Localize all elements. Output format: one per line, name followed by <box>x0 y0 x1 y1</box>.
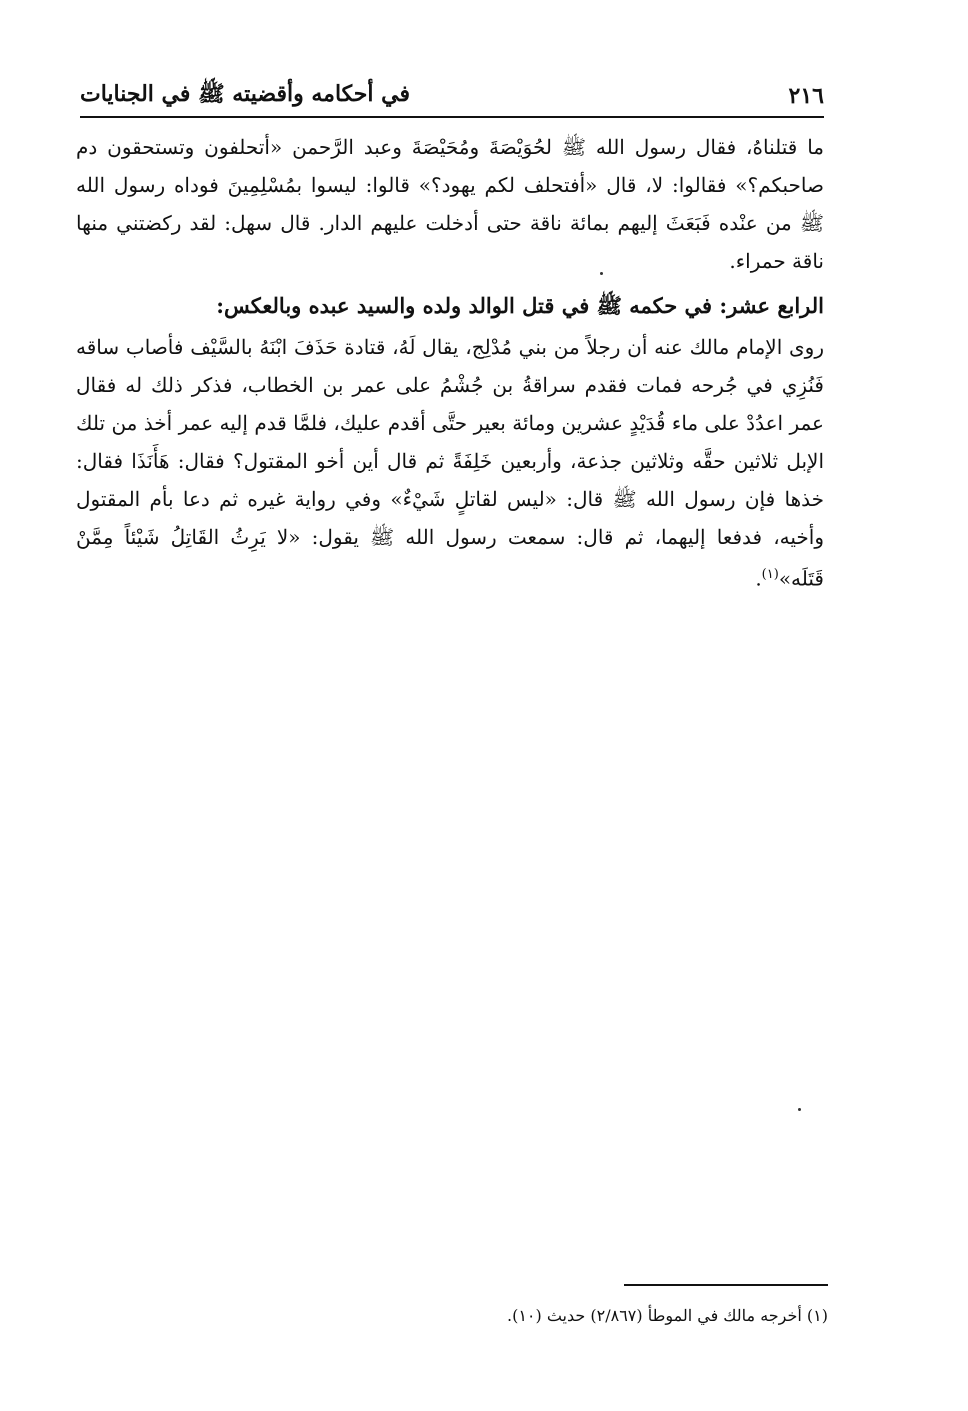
running-title: في أحكامه وأقضيته ﷺ في الجنايات <box>80 81 411 107</box>
running-head <box>80 80 824 112</box>
header-rule <box>80 116 824 118</box>
paragraph-2-end: . <box>755 566 762 591</box>
paragraph-2 <box>76 328 824 598</box>
footnote-reference[interactable]: (١) <box>761 567 779 582</box>
footnote-rule <box>624 1284 828 1286</box>
paragraph-2-text: روى الإمام مالك عنه أن رجلاً من بني مُدْلِج، يقال لَهُ، قتادة حَذَفَ ابْنَهُ بالسَّيْف فأصاب ساقه فَنُزِي في جُرحه فمات فقدم سراقةُ بن جُشْمُ على عمر بن الخطاب، فذكر ذلك له فقال عمر اعدُدْ على ماء قُدَيْدٍ عشرين ومائة بعير حتَّى أقدم عليك، فلمَّا قدم إليه عمر أخذ من تلك الإبل ثلاثين حقَّه وثلاثين جذعة، وأربعين خَلِفَةً ثم قال أين أخو المقتول؟ فقال: هَأَنَذَا فقال: خذها فإن رسول الله ﷺ قال: «ليس لقاتلٍ شَيْءٌ» وفي رواية غيره ثم دعا بأم المقتول وأخيه، فدفعا إليهما، ثم قال: سمعت رسول الله ﷺ يقول: «لا يَرِثُ القَاتِلُ شَيْئاً مِمَّنْ قَتَلَه» <box>76 335 824 591</box>
page-number: ٢١٦ <box>788 83 824 109</box>
body-text <box>76 128 824 598</box>
paragraph-1: ما قتلناهُ، فقال رسول الله ﷺ لحُوَيْصَةَ ومُحَيْصَةَ وعبد الرَّحمن «أتحلفون وتستحقون دم صاحبكم؟» فقالوا: لا، قال «أفتحلف لكم يهود؟» قالوا: ليسوا بمُسْلِمِينَ فوداه رسول الله ﷺ من عنْده فَبَعَثَ إليهم بمائة ناقة حتى أدخلت عليهم الدار. قال سهل: لقد ركضتني منها ناقة حمراء. <box>76 135 825 273</box>
section-heading: الرابع عشر: في حكمه ﷺ في قتل الوالد ولده والسيد عبده وبالعكس: <box>216 293 824 318</box>
footnote-1: (١) أخرجه مالك في الموطأ (٢/٨٦٧) حديث (١٠). <box>506 1306 828 1325</box>
scan-speck <box>798 1108 801 1111</box>
scan-speck <box>600 272 603 275</box>
